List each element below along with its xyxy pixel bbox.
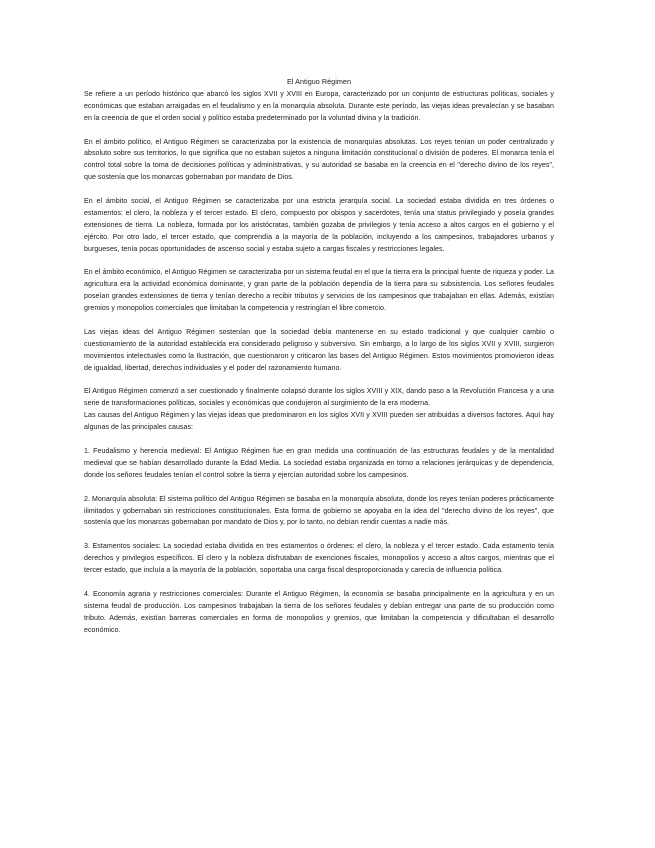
list-item-economia: 4. Economía agraria y restricciones comerciales: Durante el Antiguo Régimen, la economía se basaba principalmente en la agricultura y en un sistema feudal de producción. Los campesinos trabajaban la tierra de los señores feudales y debían entregar una parte de su producción como tributo. Además, existían barreras comerciales en forma de monopolios y gremios, que limitaban la competencia y dificultaban el desarrollo económico. — [84, 590, 554, 634]
list-item-estamentos: 3. Estamentos sociales: La sociedad estaba dividida en tres estamentos o órdenes: el clero, la nobleza y el tercer estado. Cada estamento tenía derechos y privilegios específicos. El clero y la nobleza disfrutaban de exenciones fiscales, monopolios y acceso a altos cargos, mientras que el tercer estado, que incluía a la mayoría de la población, soportaba una carga fiscal desproporcionada y carecía de influencia política. — [84, 543, 554, 575]
list-item-monarquia: 2. Monarquía absoluta: El sistema político del Antiguo Régimen se basaba en la monarquía absoluta, donde los reyes tenían poderes prácticamente ilimitados y gobernaban sin restricciones constitucionales. Esta forma de gobierno se apoyaba en la idea del "derecho divino de los reyes", que sostenía que los monarcas gobernaban por mandato de Dios y, por lo tanto, no debían rendir cuentas a nadie más. — [84, 495, 554, 527]
paragraph-causas-intro: Las causas del Antiguo Régimen y las viejas ideas que predominaron en los siglos XVII y XVIII pueden ser atribuidas a diversos factores. Aquí hay algunas de las principales causas: — [84, 412, 554, 432]
paragraph-politico: En el ámbito político, el Antiguo Régimen se caracterizaba por la existencia de monarquías absolutas. Los reyes tenían un poder centralizado y absoluto sobre sus territorios, lo que significa que no estaban sujetos a ninguna limitación constitucional o división de poderes. El monarca tenía el control total sobre la toma de decisiones políticas y administrativas, y su autoridad se basaba en la creencia en el "derecho divino de los reyes", que sostenía que los monarcas gobernaban por mandato de Dios. — [84, 138, 554, 182]
paragraph-viejas-ideas: Las viejas ideas del Antiguo Régimen sostenían que la sociedad debía mantenerse en su estado tradicional y que cualquier cambio o cuestionamiento de la autoridad establecida era considerado peligroso y subversivo. Sin embargo, a lo largo de los siglos XVII y XVIII, surgieron movimientos intelectuales como la Ilustración, que cuestionaron y criticaron las bases del Antiguo Régimen. Estos movimientos promovieron ideas de igualdad, libertad, derechos individuales y el poder del razonamiento humano. — [84, 328, 554, 372]
paragraph-colapso: El Antiguo Régimen comenzó a ser cuestionado y finalmente colapsó durante los siglos XVIII y XIX, dando paso a la Revolución Francesa y a una serie de transformaciones políticas, sociales y económicas que condujeron al surgimiento de la era moderna. — [84, 388, 554, 408]
list-item-feudalismo: 1. Feudalismo y herencia medieval: El Antiguo Régimen fue en gran medida una continuación de las estructuras feudales y de la mentalidad medieval que se habían desarrollado durante la Edad Media. La sociedad estaba organizada en torno a relaciones jerárquicas y de dependencia, donde los señores feudales tenían el control sobre la tierra y ejercían autoridad sobre los campesinos. — [84, 448, 554, 479]
paragraph-social: En el ámbito social, el Antiguo Régimen se caracterizaba por una estricta jerarquía social. La sociedad estaba dividida en tres órdenes o estamentos: el clero, la nobleza y el tercer estado. El clero, compuesto por obispos y sacerdotes, tenía una status privilegiado y poseía grandes extensiones de tierra. La nobleza, formada por los aristócratas, también gozaba de privilegios y tenía acceso a altos cargos en el gobierno y el ejército. Por otro lado, el tercer estado, que comprendía a la mayoría de la población, incluyendo a los campesinos, trabajadores urbanos y burgueses, tenía pocas oportunidades de ascenso social y estaba sujeto a cargas fiscales y restricciones legales. — [84, 198, 554, 253]
document-title: El Antiguo Régimen — [286, 77, 352, 86]
document-body — [84, 76, 554, 648]
paragraph-economico: En el ámbito económico, el Antiguo Régimen se caracterizaba por un sistema feudal en el que la tierra era la principal fuente de riqueza y poder. La agricultura era la actividad económica dominante, y gran parte de la población dependía de la tierra para su subsistencia. Los señores feudales poseían grandes extensiones de tierra y tenían derecho a recibir tributos y servicios de los campesinos que trabajaban en ellas. Además, existían gremios y monopolios comerciales que limitaban la competencia y restringían el libre comercio. — [84, 269, 554, 313]
paragraph-intro: Se refiere a un período histórico que abarcó los siglos XVII y XVIII en Europa, caracterizado por un conjunto de estructuras políticas, sociales y económicas que estaban arraigadas en el feudalismo y en la monarquía absoluta. Durante este período, las viejas ideas prevalecían y se basaban en la creencia de que el orden social y político estaba predeterminado por la voluntad divina y la tradición. — [84, 90, 554, 122]
